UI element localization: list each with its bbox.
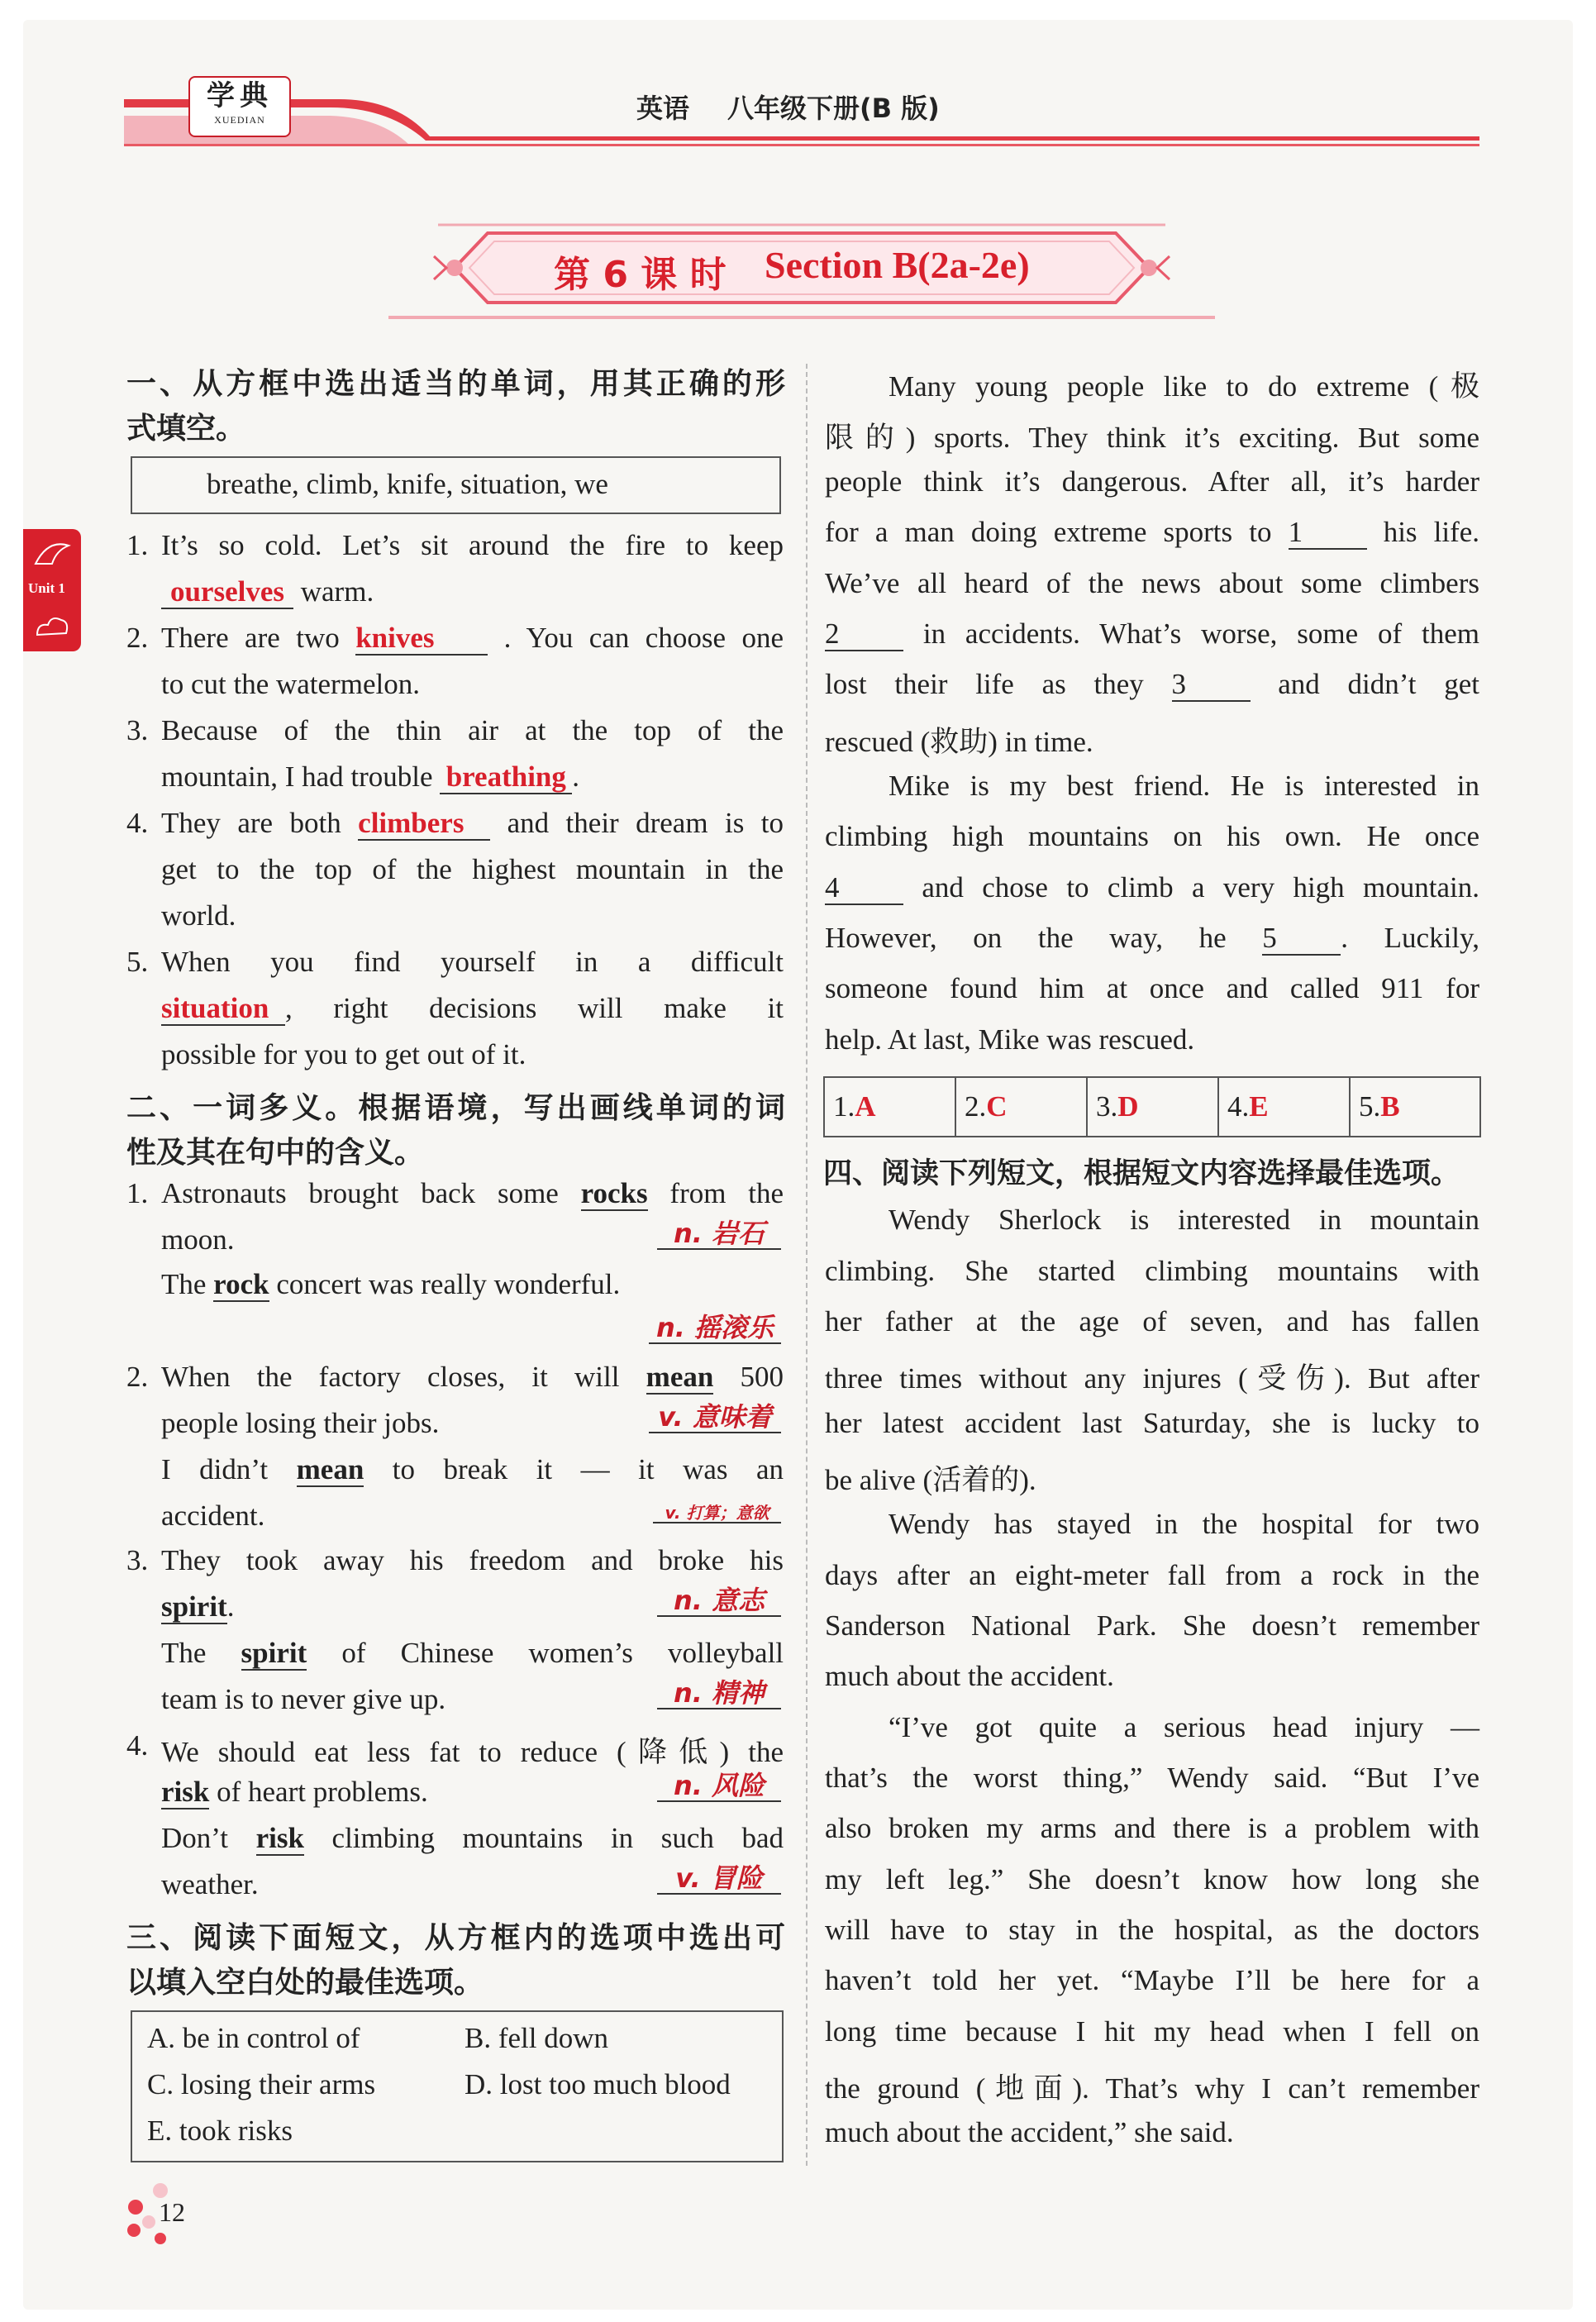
option-b: B. fell down (465, 2022, 609, 2054)
blank-3: 3 (1172, 670, 1251, 702)
p1-q2-line2: to cut the watermelon. (161, 668, 420, 700)
p2-q2-s2-word: mean (296, 1453, 364, 1485)
p4-line18: the ground (地面). That’s why I can’t remember (825, 2072, 1479, 2105)
p2-q2-s1-after: 500 (740, 1361, 784, 1393)
p4-line1: Wendy Sherlock is interested in mountain (889, 1204, 1479, 1236)
p3-line11 (825, 871, 1479, 905)
p2-q1-s2-after: concert was really wonderful. (276, 1268, 621, 1300)
p2-q4-s2-answer: v. 冒险 (657, 1865, 781, 1895)
word-box-text: breathe, climb, knife, situation, we (207, 468, 608, 500)
p2-q4-s1-line2 (161, 1776, 428, 1809)
p3-line4-after: his life. (1383, 516, 1480, 548)
p3-line8: rescued (救助) in time. (825, 726, 1093, 758)
answer-3-value: D (1117, 1090, 1139, 1123)
p1-q5-line1: When you find yourself in a difficult (161, 946, 784, 978)
p2-q3-s2-answer: n. 精神 (657, 1680, 781, 1709)
p2-q3-num: 3. (126, 1544, 149, 1576)
p2-q4-s1-answer: n. 风险 (657, 1772, 781, 1802)
p2-q1-s1-answer: n. 岩石 (657, 1220, 781, 1250)
lesson-banner (388, 217, 1215, 324)
p4-line6: be alive (活着的). (825, 1464, 1036, 1496)
p2-q2-s1-answer: v. 意味着 (649, 1404, 781, 1433)
option-a: A. be in control of (147, 2022, 360, 2054)
p3-line1: Many young people like to do extreme (极 (889, 370, 1479, 403)
part3-title-line1: 三、阅读下面短文，从方框内的选项中选出可 (126, 1921, 785, 1955)
blank-1: 1 (1289, 517, 1367, 550)
p2-q2-s1-word: mean (646, 1361, 714, 1393)
p4-line14: my left leg.” She doesn’t know how long she (825, 1863, 1479, 1895)
p1-q2-after: . You can choose one (503, 622, 784, 654)
p1-q4-answer: climbers (358, 808, 490, 841)
p1-q1-num: 1. (126, 529, 149, 561)
p1-q4-line3: world. (161, 899, 236, 932)
p2-q1-s1-before: Astronauts brought back some (161, 1177, 559, 1209)
p3-line3: people think it’s dangerous. After all, it’s harder (825, 465, 1479, 498)
answer-cell-4 (1227, 1090, 1269, 1123)
p2-q4-s2-before: Don’t (161, 1822, 229, 1854)
p2-q2-s2-after: to break it — it was an (392, 1453, 784, 1485)
p2-q4-s2-line2: weather. (161, 1868, 259, 1900)
p2-q3-s2-after: of Chinese women’s volleyball (341, 1637, 784, 1669)
answer-5-value: B (1380, 1090, 1400, 1123)
subject: 英语 (636, 93, 690, 124)
p2-q4-s2-line1 (161, 1822, 784, 1856)
answer-2-num: 2. (965, 1090, 987, 1123)
answer-1-num: 1. (833, 1090, 855, 1123)
logo-en: XUEDIAN (214, 114, 265, 126)
p3-line5: We’ve all heard of the news about some climbers (825, 567, 1479, 599)
p2-q3-s2-word: spirit (241, 1637, 307, 1669)
p3-line4 (825, 516, 1479, 550)
p1-q3-after: . (572, 760, 580, 793)
p3-line4-before: for a man doing extreme sports to (825, 516, 1272, 548)
p3-line11-after: and chose to climb a very high mountain. (922, 871, 1480, 904)
blank-5: 5 (1262, 923, 1341, 956)
answer-4-value: E (1249, 1090, 1269, 1123)
part1-title (126, 360, 785, 403)
p1-q5-num: 5. (126, 946, 149, 978)
answer-2-value: C (986, 1090, 1008, 1123)
logo-cn: 学典 (207, 79, 273, 112)
part3-title-line2: 以填入空白处的最佳选项。 (126, 1966, 484, 2000)
p2-q1-s1-line2: moon. (161, 1223, 235, 1256)
p2-q2-s2-line1 (161, 1453, 784, 1487)
lesson-number: 第 6 课 时 (554, 254, 727, 296)
p1-q3-before: mountain, I had trouble (161, 760, 433, 793)
p4-line7: Wendy has stayed in the hospital for two (889, 1508, 1479, 1540)
blank-4: 4 (825, 873, 903, 905)
p4-line3: her father at the age of seven, and has fallen (825, 1305, 1479, 1337)
part1-title-line2: 式填空。 (126, 412, 246, 446)
part1-title-line1: 一、从方框中选出适当的单词，用其正确的形 (126, 367, 785, 401)
p3-line6-after: in accidents. What’s worse, some of them (922, 617, 1480, 650)
part4-title: 四、阅读下列短文，根据短文内容选择最佳选项。 (823, 1157, 1460, 1190)
p2-q4-num: 4. (126, 1729, 149, 1762)
p2-q4-line1: We should eat less fat to reduce (降低) the (161, 1736, 784, 1768)
p1-q2-before: There are two (161, 622, 340, 654)
wing-icon (31, 539, 73, 572)
answer-1-value: A (855, 1090, 876, 1123)
p3-line9: Mike is my best friend. He is interested in (889, 770, 1479, 802)
p2-q2-s2-line2: accident. (161, 1500, 265, 1532)
p2-q1-num: 1. (126, 1177, 149, 1209)
p2-q2-s1-line2: people losing their jobs. (161, 1407, 440, 1439)
p2-q1-s1-word: rocks (580, 1177, 648, 1209)
p3-line7-after: and didn’t get (1278, 668, 1480, 700)
p1-q5-after: , right decisions will make it (285, 992, 784, 1024)
unit-side-tab (23, 529, 81, 651)
logo (188, 76, 291, 137)
p1-q1-line1: It’s so cold. Let’s sit around the fire to keep (161, 529, 784, 561)
p4-line10: much about the accident. (825, 1660, 1114, 1692)
p3-line14: help. At last, Mike was rescued. (825, 1023, 1195, 1056)
p1-q2-num: 2. (126, 622, 149, 654)
option-e: E. took risks (147, 2115, 293, 2147)
section-title: Section B(2a-2e) (765, 244, 1030, 286)
answer-cell-2 (965, 1090, 1008, 1123)
p2-q1-s1-after: from the (669, 1177, 784, 1209)
p2-q1-s2-line (161, 1268, 620, 1302)
p2-q1-line1 (161, 1177, 784, 1211)
p4-line5: her latest accident last Saturday, she is lucky to (825, 1407, 1479, 1439)
p2-q3-s1-line2 (161, 1590, 234, 1624)
p3-line12-before: However, on the way, he (825, 922, 1227, 954)
p1-q4-after: and their dream is to (507, 807, 784, 839)
p1-q2-answer: knives (355, 623, 488, 656)
p1-q3-num: 3. (126, 714, 149, 746)
p3-line10: climbing high mountains on his own. He once (825, 820, 1479, 852)
p2-q2-s2-before: I didn’t (161, 1453, 269, 1485)
p1-q1-line2 (161, 575, 374, 609)
p1-q1-after: warm. (300, 575, 374, 608)
part2-title-line2: 性及其在句中的含义。 (126, 1136, 425, 1170)
p2-q1-s2-before: The (161, 1268, 207, 1300)
answer-cell-1 (833, 1090, 876, 1123)
p1-q2-line1 (161, 622, 784, 656)
p4-line16: haven’t told her yet. “Maybe I’ll be here for a (825, 1964, 1479, 1996)
p2-q2-s1-before: When the factory closes, it will (161, 1361, 620, 1393)
p4-line15: will have to stay in the hospital, as the doctors (825, 1914, 1479, 1946)
p1-q3-line1: Because of the thin air at the top of the (161, 714, 784, 746)
p4-line2: climbing. She started climbing mountains with (825, 1255, 1479, 1287)
p2-q3-s2-line1 (161, 1637, 784, 1671)
p1-q5-line3: possible for you to get out of it. (161, 1038, 526, 1070)
p4-line9: Sanderson National Park. She doesn’t remember (825, 1609, 1479, 1642)
p3-line2: 限的) sports. They think it’s exciting. But some (825, 422, 1479, 454)
p1-q4-num: 4. (126, 807, 149, 839)
p3-line12 (825, 922, 1479, 956)
p1-q3-line2 (161, 760, 579, 794)
p4-line12: that’s the worst thing,” Wendy said. “But I’ve (825, 1762, 1479, 1794)
option-d: D. lost too much blood (465, 2068, 731, 2100)
answer-4-num: 4. (1227, 1090, 1250, 1123)
p4-line8: days after an eight-meter fall from a rock in the (825, 1559, 1479, 1591)
p2-q2-num: 2. (126, 1361, 149, 1393)
p1-q5-answer: situation (161, 994, 285, 1026)
p2-q3-line1: They took away his freedom and broke his (161, 1544, 784, 1576)
cloud-icon (33, 612, 71, 641)
p2-q3-s2-line2: team is to never give up. (161, 1683, 446, 1715)
p2-q3-s1-after: . (226, 1590, 235, 1623)
p2-q4-s2-after: climbing mountains in such bad (331, 1822, 784, 1854)
p3-line12-after: . Luckily, (1341, 922, 1480, 954)
p2-q2-s2-answer: v. 打算；意欲 (653, 1504, 781, 1523)
answer-5-num: 5. (1359, 1090, 1381, 1123)
p3-line13: someone found him at once and called 911 for (825, 972, 1479, 1004)
p1-q1-answer: ourselves (161, 577, 293, 609)
p4-line19: much about the accident,” she said. (825, 2116, 1234, 2148)
p2-q4-s1-word: risk (161, 1776, 210, 1808)
part2-title-line1: 二、一词多义。根据语境，写出画线单词的词 (126, 1091, 785, 1125)
p2-q1-s2-word: rock (213, 1268, 269, 1300)
p2-q3-s1-answer: n. 意志 (657, 1587, 781, 1617)
p3-line7-before: lost their life as they (825, 668, 1144, 700)
p2-q3-s2-before: The (161, 1637, 207, 1669)
p1-q4-line1 (161, 807, 784, 841)
answer-3-num: 3. (1096, 1090, 1118, 1123)
option-c: C. losing their arms (147, 2068, 376, 2100)
p1-q5-line2 (161, 992, 784, 1026)
p2-q4-s2-word: risk (255, 1822, 304, 1854)
p2-q3-s1-word: spirit (161, 1590, 227, 1623)
p1-q4-line2: get to the top of the highest mountain in the (161, 853, 784, 885)
column-divider (806, 364, 808, 2166)
p1-q4-before: They are both (161, 807, 341, 839)
p3-line7 (825, 668, 1479, 702)
p4-line4: three times without any injures (受伤). But after (825, 1362, 1479, 1395)
p4-line17: long time because I hit my head when I fell on (825, 2015, 1479, 2048)
blank-2: 2 (825, 619, 903, 651)
p4-line11: “I’ve got quite a serious head injury — (889, 1711, 1479, 1743)
header (124, 74, 1479, 149)
p2-q4-s1-after: of heart problems. (217, 1776, 428, 1808)
p2-q2-line1 (161, 1361, 784, 1395)
book-title: 八年级下册(B 版) (727, 93, 940, 124)
answer-cell-3 (1096, 1090, 1139, 1123)
p4-line13: also broken my arms and there is a problem with (825, 1812, 1479, 1844)
answer-cell-5 (1359, 1090, 1400, 1123)
page-number: 12 (159, 2197, 185, 2227)
p1-q3-answer: breathing (440, 762, 572, 794)
unit-label: Unit 1 (28, 580, 65, 596)
p2-q1-s2-answer: n. 摇滚乐 (649, 1314, 781, 1344)
p3-line6 (825, 617, 1479, 651)
